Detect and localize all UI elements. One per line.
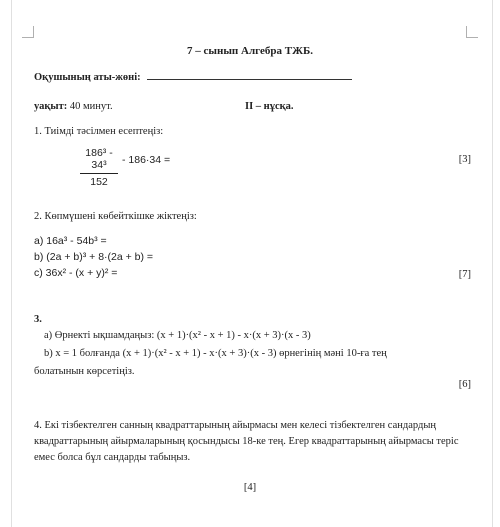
task1-expression-rest: - 186·34 = xyxy=(122,154,171,166)
task1-prompt xyxy=(34,126,163,137)
document-title: 7 – сынып Алгебра ТЖБ. xyxy=(187,45,313,57)
task4-score: [4] xyxy=(243,482,257,493)
task1-prompt-text: 1. Тиімді тәсілмен есептеңіз: xyxy=(34,126,164,137)
student-name-row xyxy=(34,70,352,83)
task2-prompt: 2. Көпмүшені көбейткішке жіктеңіз: xyxy=(34,211,197,222)
task4-text: 4. Екі тізбектелген санның квадраттарының айырмасы мен келесі тізбектелген сандардың квадраттарының айырмаларының қосындысы 18-ке тең. Егер квадраттарының айырмасы теріс емес болса бұл сандарды табыңыз. xyxy=(34,420,459,463)
task2-score: [7] xyxy=(458,269,471,280)
student-name-label: Оқушының аты-жөні: xyxy=(34,72,141,83)
task1-numerator: 186³ - 34³ xyxy=(80,147,118,174)
crop-mark-top-left xyxy=(22,26,34,38)
task3-part-b-line2: болатынын көрсетіңіз. xyxy=(34,366,135,377)
time-value: 40 минут. xyxy=(67,101,113,112)
task3-part-a: a) Өрнекті ықшамдаңыз: (x + 1)·(x² - x + 1) - x·(x + 3)·(x - 3) xyxy=(44,330,311,341)
task3-number: 3. xyxy=(34,314,42,325)
student-name-blank xyxy=(147,70,352,80)
time-row xyxy=(34,101,113,112)
task1-score: [3] xyxy=(458,154,471,165)
task2-item-b: b) (2a + b)³ + 8·(2a + b) = xyxy=(34,251,154,263)
crop-mark-top-right xyxy=(466,26,478,38)
task2-item-a: a) 16a³ - 54b³ = xyxy=(34,235,107,247)
variant-label: II – нұсқа. xyxy=(245,101,294,112)
task3-score: [6] xyxy=(458,379,471,390)
task1-denominator: 152 xyxy=(90,176,108,188)
task1-fraction xyxy=(80,147,118,188)
task3-part-b-line1: b) x = 1 болғанда (x + 1)·(x² - x + 1) - x·(x + 3)·(x - 3) өрнегінің мәні 10-ға тең xyxy=(44,348,387,359)
time-label: уақыт: xyxy=(34,101,68,112)
task2-item-c: c) 36x² - (x + y)² = xyxy=(34,267,118,279)
